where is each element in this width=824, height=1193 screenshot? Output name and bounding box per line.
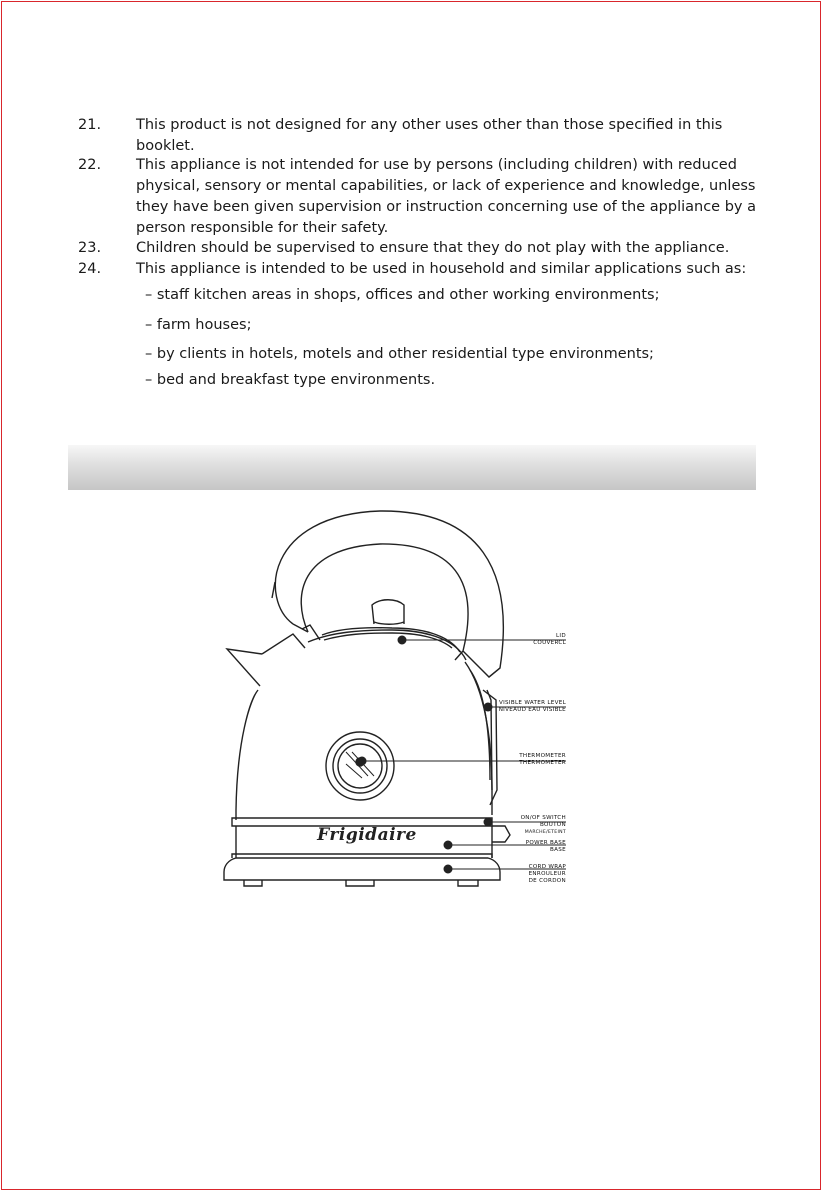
item-text: This product is not designed for any other uses other than those specified in this booklet. [136, 117, 723, 154]
callout-line: ENROULEUR [528, 871, 566, 877]
callout-line: VISIBLE WATER LEVEL [498, 700, 566, 706]
callout-line: LID [556, 633, 566, 639]
callout-line: THERMOMETER [519, 753, 566, 759]
callout-line: THERMOMETER [519, 760, 566, 766]
callout-line: NIVEAUD EAU VISIBLE [498, 707, 566, 713]
callout-line: DE CORDON [528, 878, 566, 884]
callout-line: MARCHE/ETEINT [524, 830, 566, 835]
feet [244, 880, 478, 886]
callout-cord-wrap [529, 864, 566, 885]
lid-knob [372, 600, 404, 624]
item-number: 22. [78, 157, 102, 173]
callout-lid [533, 633, 566, 647]
item-number: 24. [78, 261, 102, 277]
frigidaire-logo: Frigidaire [317, 825, 417, 845]
handle-outer-edge [275, 511, 503, 677]
callout-switch [521, 815, 566, 836]
item-text: Children should be supervised to ensure that they do not play with the appliance. [136, 240, 730, 256]
item-number: 21. [78, 117, 102, 133]
callout-line: CORD WRAP [528, 864, 566, 870]
callout-line: BASE [550, 847, 566, 853]
callout-water-level [499, 700, 566, 714]
item-text: This appliance is not intended for use by persons (including children) with reduced physical, sensory or mental capabilities, or lack of experience and knowledge, unless they have been given supervision or instruction concerning use of the appliance by a person responsible for their safety. [136, 157, 756, 236]
application-item: – by clients in hotels, motels and other residential type environments; [145, 346, 654, 362]
callout-line: POWER BASE [525, 840, 566, 846]
application-item: – staff kitchen areas in shops, offices and other working environments; [145, 287, 660, 303]
body-top [308, 630, 466, 660]
callout-thermometer [519, 753, 566, 767]
callout-line: BOUTON [539, 822, 566, 828]
on-off-switch [492, 826, 510, 842]
callout-power-base [526, 840, 566, 854]
callout-line: COUVERCL [533, 640, 566, 646]
body-left-edge [236, 690, 258, 820]
callout-line: ON/OF SWITCH [520, 815, 566, 821]
item-text: This appliance is intended to be used in household and similar applications such as: [136, 261, 747, 277]
application-item: – farm houses; [145, 317, 252, 333]
spout [227, 649, 262, 686]
application-item: – bed and breakfast type environments. [145, 372, 436, 388]
item-number: 23. [78, 240, 102, 256]
